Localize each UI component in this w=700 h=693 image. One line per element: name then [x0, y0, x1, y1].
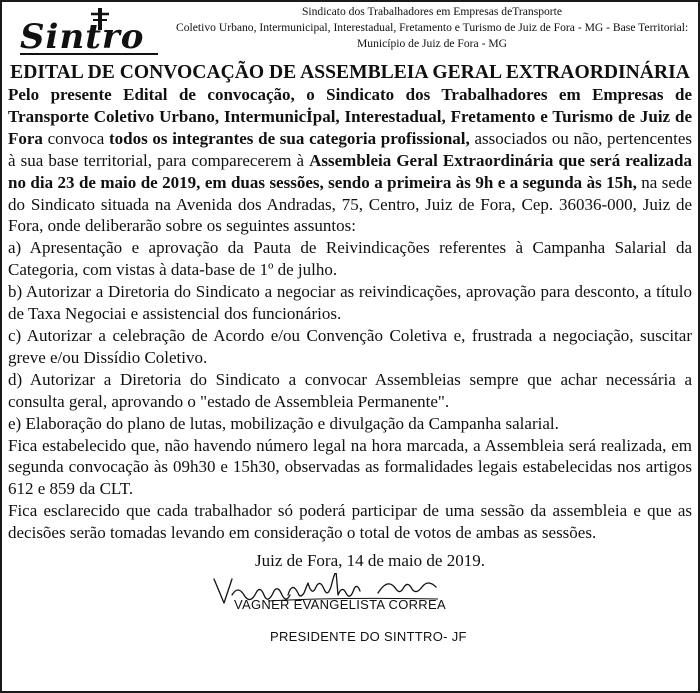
- sintro-logo: [20, 6, 170, 58]
- intro-text-3: na sede do Sindicato situada na Avenida dos Andradas, 75, Centro, Juiz de Fora, Cep. 36036-000, Juiz de Fora, onde deliberarão sobre os seguintes assuntos:: [8, 172, 692, 236]
- place-date: Juiz de Fora, 14 de maio de 2019.: [255, 551, 485, 571]
- intro-bold-3: Assembleia Geral Extraordinária que será realizada no dia 23 de maio de 2019, em duas sessões, sendo a primeira às 9h e a segunda às 15h,: [8, 150, 692, 192]
- logo-tower-icon: [20, 6, 170, 58]
- signature-block: [8, 571, 692, 653]
- notice-body: [8, 84, 692, 544]
- agenda-item-b: b) Autorizar a Diretoria do Sindicato a negociar as reivindicações, aprovação para desconto, a título de Taxa Negociai e assistencial dos funcionários.: [8, 282, 692, 324]
- intro-text-2: associados ou não, pertencentes à sua base territorial, para comparecerem à: [8, 128, 693, 170]
- intro-bold-2: todos os integrantes de sua categoria profissional,: [108, 128, 470, 148]
- org-line: Sindicato dos Trabalhadores em Empresas deTransporte: [301, 5, 563, 18]
- session-note: Fica esclarecido que cada trabalhador só poderá participar de uma sessão da assembleia e que as decisões serão tomadas levando em consideração o total de votos de ambas as sessões.: [8, 501, 692, 543]
- agenda-item-d: d) Autorizar a Diretoria do Sindicato a convocar Assembleias sempre que achar necessária a consulta geral, aprovando o "estado de Assembleia Permanente".: [8, 369, 692, 411]
- intro-paragraph: [8, 84, 692, 237]
- header: [8, 2, 692, 58]
- agenda-item-e: e) Elaboração do plano de lutas, mobilização e divulgação da Campanha salarial.: [8, 413, 559, 433]
- agenda-item-c: c) Autorizar a celebração de Acordo e/ou Convenção Coletiva e, frustrada a negociação, suscitar greve e/ou Dissídio Coletivo.: [8, 325, 692, 367]
- organization-info: [176, 4, 688, 52]
- org-line: Município de Juiz de Fora - MG: [356, 37, 508, 50]
- agenda-item-a: a) Apresentação e aprovação da Pauta de Reivindicações referentes à Campanha Salarial da Categoria, com vistas à data-base de 1º de julho.: [8, 238, 692, 280]
- quorum-note: Fica estabelecido que, não havendo número legal na hora marcada, a Assembleia será realizada, em segunda convocação às 09h30 e 15h30, observadas as formalidades legais estabelecidas nos artigos 612 e 859 da CLT.: [8, 435, 692, 499]
- intro-text-1: convoca: [42, 128, 109, 148]
- logo-text: Sintro: [20, 17, 145, 57]
- signer-name: VAGNER EVANGELISTA CORREA: [234, 597, 446, 613]
- signer-role: PRESIDENTE DO SINTTRO- JF: [270, 629, 467, 645]
- notice-title: EDITAL DE CONVOCAÇÃO DE ASSEMBLEIA GERAL EXTRAORDINÁRIA: [10, 62, 690, 83]
- intro-bold-1: Pelo presente Edital de convocação, o Sindicato dos Trabalhadores em Empresas de Transporte Coletivo Urbano, Intermunicİpal, Interestadual, Fretamento e Turismo de Juiz de Fora: [8, 85, 692, 148]
- org-line: Coletivo Urbano, Intermunicipal, Interestadual, Fretamento e Turismo de Juiz de Fora - MG - Base Territorial:: [176, 21, 689, 34]
